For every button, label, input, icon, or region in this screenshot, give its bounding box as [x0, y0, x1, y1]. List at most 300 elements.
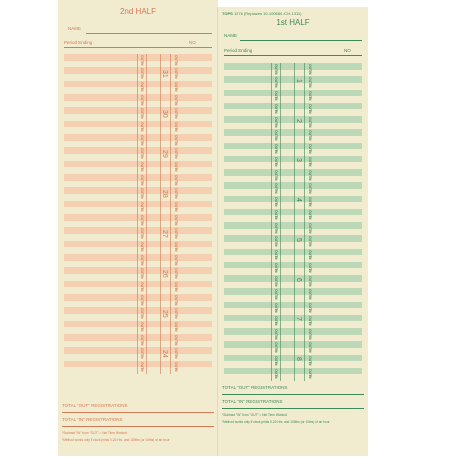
- in-tag: IN: [308, 295, 312, 300]
- in-tag: IN: [308, 203, 312, 207]
- in-tag: IN: [140, 195, 144, 199]
- out-tag: OUT: [274, 302, 278, 310]
- out-tag: OUT: [274, 342, 278, 350]
- total-in-rule: [222, 408, 364, 409]
- in-tag: IN: [174, 368, 178, 372]
- in-tag: IN: [174, 155, 178, 159]
- punch-row: [64, 187, 212, 194]
- out-tag: OUT: [274, 196, 278, 204]
- out-tag: OUT: [174, 68, 178, 76]
- day-number: 31: [161, 70, 168, 78]
- in-tag: IN: [274, 123, 278, 128]
- punch-row: [224, 109, 362, 116]
- punch-row: [224, 308, 362, 315]
- in-tag: IN: [174, 355, 178, 359]
- out-tag: OUT: [174, 321, 178, 329]
- out-tag: OUT: [174, 268, 178, 276]
- punch-row: [224, 295, 362, 302]
- punch-row: [224, 355, 362, 362]
- punch-row: [64, 101, 212, 108]
- punch-row: [224, 196, 362, 203]
- out-tag: OUT: [140, 241, 144, 249]
- punch-row: [224, 90, 362, 97]
- in-tag: IN: [274, 229, 278, 234]
- out-tag: OUT: [140, 161, 144, 169]
- day-number: 3: [295, 158, 302, 163]
- punch-row: [224, 348, 362, 355]
- punch-row: [64, 81, 212, 88]
- column-rule: [146, 54, 147, 374]
- punch-row: [224, 222, 362, 229]
- in-tag: IN: [274, 97, 278, 101]
- in-tag: IN: [308, 348, 312, 353]
- out-tag: OUT: [140, 228, 144, 236]
- in-tag: IN: [174, 208, 178, 212]
- in-tag: IN: [274, 216, 278, 220]
- in-tag: IN: [140, 101, 144, 106]
- in-tag: IN: [308, 189, 312, 194]
- in-tag: IN: [174, 248, 178, 252]
- in-tag: IN: [140, 341, 144, 346]
- out-tag: OUT: [174, 241, 178, 249]
- punch-row: [64, 274, 212, 281]
- in-tag: IN: [140, 315, 144, 319]
- in-tag: IN: [174, 315, 178, 319]
- day-number: 5: [295, 237, 302, 242]
- in-tag: IN: [174, 288, 178, 292]
- day-number: 26: [161, 270, 168, 278]
- punch-row: [224, 70, 362, 77]
- total-out-label: TOTAL "OUT" REGISTRATIONS: [222, 385, 288, 390]
- in-tag: IN: [140, 248, 144, 252]
- punch-row: [64, 194, 212, 201]
- punch-row: [224, 83, 362, 90]
- out-tag: OUT: [140, 361, 144, 369]
- total-out-label: TOTAL "OUT" REGISTRATIONS: [62, 403, 128, 408]
- out-tag: OUT: [308, 302, 312, 310]
- in-tag: IN: [174, 181, 178, 186]
- punch-row: [64, 227, 212, 234]
- punch-row: [224, 328, 362, 335]
- in-tag: IN: [308, 136, 312, 141]
- day-number: 8: [295, 357, 302, 362]
- punch-row: [64, 147, 212, 154]
- in-tag: IN: [308, 309, 312, 313]
- punch-row: [64, 294, 212, 301]
- punch-row: [64, 361, 212, 368]
- name-label: NAME: [68, 26, 82, 31]
- in-tag: IN: [308, 322, 312, 326]
- out-tag: OUT: [140, 215, 144, 223]
- punch-row: [224, 129, 362, 136]
- time-grid: [64, 54, 212, 374]
- out-tag: OUT: [140, 135, 144, 143]
- out-tag: OUT: [140, 55, 144, 63]
- out-tag: OUT: [308, 117, 312, 125]
- punch-row: [224, 103, 362, 110]
- out-tag: OUT: [308, 183, 312, 191]
- punch-row: [64, 234, 212, 241]
- in-tag: IN: [140, 355, 144, 359]
- out-tag: OUT: [174, 228, 178, 236]
- in-tag: IN: [140, 168, 144, 172]
- punch-row: [64, 181, 212, 188]
- in-tag: IN: [274, 295, 278, 300]
- punch-row: [64, 127, 212, 134]
- punch-row: [224, 149, 362, 156]
- out-tag: OUT: [174, 55, 178, 63]
- in-tag: IN: [274, 150, 278, 154]
- punch-row: [64, 327, 212, 334]
- column-rule: [271, 63, 272, 381]
- punch-row: [64, 87, 212, 94]
- out-tag: OUT: [140, 201, 144, 209]
- out-tag: OUT: [174, 95, 178, 103]
- total-in-label: TOTAL "IN" REGISTRATIONS: [222, 399, 283, 404]
- in-tag: IN: [274, 256, 278, 260]
- out-tag: OUT: [308, 64, 312, 72]
- in-tag: IN: [140, 181, 144, 186]
- column-rule: [280, 63, 281, 381]
- out-tag: OUT: [140, 108, 144, 116]
- in-tag: IN: [174, 221, 178, 226]
- out-tag: OUT: [140, 321, 144, 329]
- day-number: 6: [295, 277, 302, 282]
- out-tag: OUT: [274, 130, 278, 138]
- punch-row: [224, 123, 362, 130]
- punch-row: [224, 176, 362, 183]
- out-tag: OUT: [308, 276, 312, 284]
- punch-row: [224, 302, 362, 309]
- out-tag: OUT: [308, 236, 312, 244]
- in-tag: IN: [174, 275, 178, 279]
- out-tag: OUT: [140, 295, 144, 303]
- punch-row: [224, 374, 362, 381]
- in-tag: IN: [140, 368, 144, 372]
- out-tag: OUT: [174, 255, 178, 263]
- in-tag: IN: [308, 362, 312, 366]
- out-tag: OUT: [174, 81, 178, 89]
- out-tag: OUT: [274, 355, 278, 363]
- punch-row: [64, 161, 212, 168]
- out-tag: OUT: [274, 262, 278, 270]
- out-tag: OUT: [274, 249, 278, 257]
- punch-row: [224, 262, 362, 269]
- out-tag: OUT: [274, 368, 278, 376]
- day-number: 30: [161, 110, 168, 118]
- in-tag: IN: [308, 97, 312, 101]
- punch-row: [224, 288, 362, 295]
- day-number: 28: [161, 190, 168, 198]
- punch-row: [224, 215, 362, 222]
- in-tag: IN: [140, 115, 144, 119]
- in-tag: IN: [174, 261, 178, 266]
- in-tag: IN: [308, 375, 312, 379]
- column-rule: [170, 54, 171, 374]
- out-tag: OUT: [308, 329, 312, 337]
- day-number: 4: [295, 198, 302, 203]
- brand-logo: TOPS: [222, 11, 233, 16]
- in-tag: IN: [274, 203, 278, 207]
- out-tag: OUT: [308, 143, 312, 151]
- punch-row: [64, 267, 212, 274]
- punch-row: [64, 307, 212, 314]
- out-tag: OUT: [308, 170, 312, 178]
- punch-row: [64, 314, 212, 321]
- name-label: NAME: [224, 33, 238, 38]
- in-tag: IN: [308, 83, 312, 88]
- out-tag: OUT: [274, 329, 278, 337]
- name-rule: [86, 33, 212, 34]
- in-tag: IN: [274, 348, 278, 353]
- in-tag: IN: [274, 163, 278, 167]
- in-tag: IN: [308, 110, 312, 114]
- out-tag: OUT: [174, 175, 178, 183]
- card-title: 2nd HALF: [119, 7, 157, 16]
- in-tag: IN: [174, 141, 178, 146]
- punch-row: [224, 335, 362, 342]
- in-tag: IN: [308, 70, 312, 75]
- out-tag: OUT: [308, 262, 312, 270]
- in-tag: IN: [308, 282, 312, 287]
- in-tag: IN: [274, 335, 278, 340]
- in-tag: IN: [308, 123, 312, 128]
- in-tag: IN: [140, 328, 144, 332]
- punch-row: [224, 63, 362, 70]
- out-tag: OUT: [140, 81, 144, 89]
- out-tag: OUT: [308, 342, 312, 350]
- in-tag: IN: [140, 75, 144, 79]
- punch-row: [64, 54, 212, 61]
- period-ending-label: Period Ending: [224, 48, 253, 53]
- out-tag: OUT: [308, 289, 312, 297]
- in-tag: IN: [274, 70, 278, 75]
- number-label: NO: [344, 48, 351, 53]
- punch-row: [64, 121, 212, 128]
- out-tag: OUT: [274, 77, 278, 85]
- in-tag: IN: [274, 375, 278, 379]
- out-tag: OUT: [308, 103, 312, 111]
- punch-row: [64, 74, 212, 81]
- punch-row: [64, 334, 212, 341]
- punch-row: [224, 361, 362, 368]
- out-tag: OUT: [140, 335, 144, 343]
- out-tag: OUT: [274, 143, 278, 151]
- time-grid: [224, 63, 362, 381]
- out-tag: OUT: [274, 209, 278, 217]
- in-tag: IN: [140, 155, 144, 159]
- out-tag: OUT: [174, 161, 178, 169]
- punch-row: [64, 107, 212, 114]
- day-number: 7: [295, 317, 302, 322]
- punch-row: [224, 96, 362, 103]
- out-tag: OUT: [140, 188, 144, 196]
- in-tag: IN: [308, 242, 312, 247]
- subtract-note: *Subtract "IN" from "OUT" = Net Time Worked: [62, 431, 127, 435]
- punch-row: [64, 354, 212, 361]
- out-tag: OUT: [274, 170, 278, 178]
- in-tag: IN: [140, 235, 144, 239]
- in-tag: IN: [140, 128, 144, 132]
- out-tag: OUT: [274, 103, 278, 111]
- method-note: *Method works only if clock prints 0-23 Hrs. and 100ths (or 10ths) of an hour: [222, 420, 330, 424]
- out-tag: OUT: [308, 368, 312, 376]
- in-tag: IN: [174, 61, 178, 66]
- in-tag: IN: [274, 136, 278, 141]
- out-tag: OUT: [308, 77, 312, 85]
- out-tag: OUT: [274, 156, 278, 164]
- punch-row: [224, 162, 362, 169]
- product-line: [222, 11, 301, 16]
- out-tag: OUT: [274, 90, 278, 98]
- out-tag: OUT: [274, 64, 278, 72]
- punch-row: [224, 249, 362, 256]
- punch-row: [64, 241, 212, 248]
- name-rule: [240, 40, 362, 41]
- punch-row: [224, 275, 362, 282]
- in-tag: IN: [140, 221, 144, 226]
- punch-row: [64, 281, 212, 288]
- punch-row: [64, 201, 212, 208]
- punch-row: [64, 287, 212, 294]
- in-tag: IN: [174, 128, 178, 132]
- punch-row: [64, 214, 212, 221]
- product-code: 1276 (Replaces 10-100580 /CH-1311): [233, 11, 302, 16]
- punch-row: [64, 67, 212, 74]
- in-tag: IN: [174, 195, 178, 199]
- punch-row: [224, 315, 362, 322]
- in-tag: IN: [140, 288, 144, 292]
- out-tag: OUT: [174, 308, 178, 316]
- subtract-note: *Subtract "IN" from "OUT" = Net Time Worked: [222, 413, 287, 417]
- column-rule: [137, 54, 138, 374]
- out-tag: OUT: [174, 121, 178, 129]
- punch-row: [64, 141, 212, 148]
- punch-row: [64, 154, 212, 161]
- out-tag: OUT: [308, 249, 312, 257]
- out-tag: OUT: [308, 223, 312, 231]
- out-tag: OUT: [274, 289, 278, 297]
- in-tag: IN: [308, 163, 312, 167]
- punch-row: [64, 207, 212, 214]
- in-tag: IN: [140, 208, 144, 212]
- punch-row: [64, 94, 212, 101]
- in-tag: IN: [274, 282, 278, 287]
- out-tag: OUT: [174, 135, 178, 143]
- time-card-1st-half: [218, 7, 368, 456]
- in-tag: IN: [308, 335, 312, 340]
- in-tag: IN: [274, 242, 278, 247]
- out-tag: OUT: [274, 315, 278, 323]
- punch-row: [64, 301, 212, 308]
- in-tag: IN: [140, 275, 144, 279]
- punch-row: [224, 321, 362, 328]
- punch-row: [224, 156, 362, 163]
- day-number: 2: [295, 118, 302, 123]
- out-tag: OUT: [174, 108, 178, 116]
- out-tag: OUT: [174, 361, 178, 369]
- punch-row: [64, 114, 212, 121]
- punch-row: [224, 169, 362, 176]
- in-tag: IN: [308, 176, 312, 181]
- out-tag: OUT: [174, 201, 178, 209]
- in-tag: IN: [308, 269, 312, 273]
- punch-row: [64, 247, 212, 254]
- punch-row: [224, 255, 362, 262]
- out-tag: OUT: [308, 156, 312, 164]
- in-tag: IN: [174, 101, 178, 106]
- in-tag: IN: [174, 88, 178, 92]
- in-tag: IN: [140, 88, 144, 92]
- total-in-rule: [62, 426, 214, 427]
- total-in-label: TOTAL "IN" REGISTRATIONS: [62, 417, 123, 422]
- out-tag: OUT: [308, 315, 312, 323]
- out-tag: OUT: [274, 117, 278, 125]
- out-tag: OUT: [140, 348, 144, 356]
- punch-row: [64, 61, 212, 68]
- out-tag: OUT: [308, 355, 312, 363]
- in-tag: IN: [174, 75, 178, 79]
- punch-row: [224, 116, 362, 123]
- out-tag: OUT: [140, 121, 144, 129]
- out-tag: OUT: [274, 236, 278, 244]
- punch-row: [224, 136, 362, 143]
- punch-row: [64, 261, 212, 268]
- day-number: 29: [161, 150, 168, 158]
- column-rule: [294, 63, 295, 381]
- punch-row: [64, 134, 212, 141]
- out-tag: OUT: [140, 308, 144, 316]
- punch-row: [224, 235, 362, 242]
- out-tag: OUT: [274, 183, 278, 191]
- total-out-rule: [222, 394, 364, 395]
- period-ending-label: Period Ending: [64, 40, 93, 45]
- punch-row: [64, 174, 212, 181]
- punch-row: [224, 182, 362, 189]
- out-tag: OUT: [140, 281, 144, 289]
- out-tag: OUT: [140, 175, 144, 183]
- in-tag: IN: [174, 115, 178, 119]
- punch-row: [224, 341, 362, 348]
- period-rule: [224, 55, 362, 56]
- in-tag: IN: [140, 301, 144, 306]
- punch-row: [64, 254, 212, 261]
- in-tag: IN: [274, 322, 278, 326]
- out-tag: OUT: [308, 130, 312, 138]
- punch-row: [64, 167, 212, 174]
- in-tag: IN: [140, 261, 144, 266]
- in-tag: IN: [140, 141, 144, 146]
- out-tag: OUT: [140, 255, 144, 263]
- out-tag: OUT: [274, 223, 278, 231]
- in-tag: IN: [274, 309, 278, 313]
- out-tag: OUT: [140, 268, 144, 276]
- punch-row: [64, 321, 212, 328]
- punch-row: [224, 268, 362, 275]
- card-title: 1st HALF: [276, 18, 310, 27]
- day-number: 27: [161, 230, 168, 238]
- out-tag: OUT: [308, 90, 312, 98]
- method-note: *Method works only if clock prints 0-23 Hrs. and 100ths (or 10ths) of an hour: [62, 438, 170, 442]
- in-tag: IN: [308, 150, 312, 154]
- in-tag: IN: [274, 110, 278, 114]
- punch-row: [64, 341, 212, 348]
- out-tag: OUT: [274, 276, 278, 284]
- day-number: 25: [161, 310, 168, 318]
- punch-row: [64, 221, 212, 228]
- day-number: 1: [295, 78, 302, 83]
- out-tag: OUT: [174, 295, 178, 303]
